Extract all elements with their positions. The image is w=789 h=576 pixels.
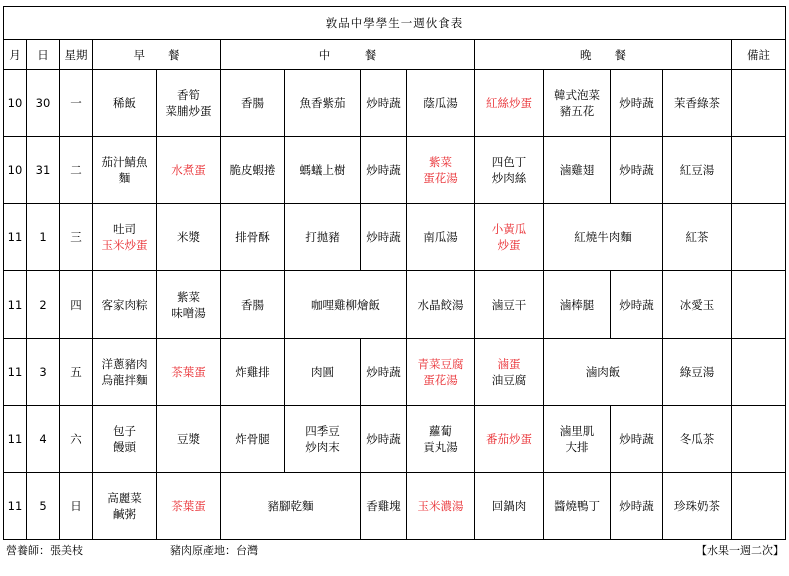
lunch-item-text: 炒時蔬 (366, 163, 401, 178)
breakfast-item (93, 204, 157, 271)
row-day: 4 (27, 405, 60, 472)
lunch-item (361, 137, 407, 204)
dinner-item (475, 70, 544, 137)
row-month: 11 (4, 338, 27, 405)
lunch-item (221, 204, 285, 271)
dinner-item (475, 472, 544, 539)
dinner-item (544, 338, 663, 405)
dinner-item (544, 204, 663, 271)
dinner-item (663, 338, 732, 405)
breakfast-item-text: 香筍 菜脯炒蛋 (165, 88, 212, 119)
remark-cell (732, 338, 786, 405)
lunch-item (221, 271, 285, 338)
header-breakfast: 早 餐 (93, 40, 221, 70)
dinner-item-text: 滷蛋 (497, 356, 521, 371)
header-lunch: 中 餐 (221, 40, 475, 70)
lunch-item (285, 204, 361, 271)
row-day: 3 (27, 338, 60, 405)
menu-row (4, 405, 786, 472)
row-month: 10 (4, 137, 27, 204)
breakfast-item-text: 高麗菜 鹹粥 (107, 490, 142, 521)
remark-cell (732, 271, 786, 338)
breakfast-item-text: 豆漿 (177, 431, 200, 446)
weekly-menu-table (3, 6, 786, 540)
dinner-item-text: 綠豆湯 (679, 364, 715, 379)
dinner-item-text: 珍珠奶茶 (674, 498, 720, 513)
dinner-item (475, 271, 544, 338)
breakfast-item (157, 338, 221, 405)
row-weekday: 四 (60, 271, 93, 338)
pork-origin-label: 豬肉原產地：台灣 (170, 544, 258, 557)
lunch-item (407, 405, 475, 472)
menu-row (4, 472, 786, 539)
dietitian-label: 營養師：張美枝 (6, 544, 83, 557)
menu-row (4, 204, 786, 271)
fruit-note: 【水果一週二次】 (696, 544, 784, 557)
breakfast-item-text: 茶葉蛋 (171, 364, 206, 379)
lunch-item (221, 70, 285, 137)
remark-cell (732, 70, 786, 137)
row-weekday: 二 (60, 137, 93, 204)
header-row (4, 40, 786, 70)
dinner-item-text: 滷里肌 大排 (559, 423, 595, 454)
breakfast-item (157, 204, 221, 271)
page-title: 敦品中學學生一週伙食表 (4, 7, 786, 40)
lunch-item (285, 137, 361, 204)
lunch-item-text: 蘿蔔 貢丸湯 (423, 423, 458, 454)
menu-row (4, 70, 786, 137)
breakfast-item (93, 405, 157, 472)
dinner-item-text: 紅茶 (685, 230, 709, 245)
row-day: 5 (27, 472, 60, 539)
lunch-item-text: 排骨酥 (235, 230, 270, 245)
lunch-item (361, 338, 407, 405)
dinner-item (663, 271, 732, 338)
row-month: 11 (4, 204, 27, 271)
header-dinner: 晚 餐 (475, 40, 732, 70)
dinner-item-text: 番茄炒蛋 (486, 431, 532, 446)
breakfast-item-text: 包子 饅頭 (113, 423, 136, 454)
lunch-item-text: 南瓜湯 (423, 230, 458, 245)
lunch-item (407, 204, 475, 271)
row-day: 31 (27, 137, 60, 204)
dinner-item-text: 醬燒鴨丁 (554, 498, 600, 513)
lunch-item (407, 70, 475, 137)
remark-cell (732, 137, 786, 204)
row-weekday: 三 (60, 204, 93, 271)
dinner-item-text: 炒時蔬 (619, 163, 654, 178)
breakfast-item (93, 338, 157, 405)
menu-row (4, 338, 786, 405)
lunch-item (285, 338, 361, 405)
lunch-item (407, 271, 475, 338)
breakfast-item-text: 米漿 (177, 230, 200, 245)
lunch-item (285, 271, 407, 338)
footer (4, 542, 786, 560)
remark-cell (732, 472, 786, 539)
lunch-item-text: 炸骨腿 (235, 431, 270, 446)
breakfast-item (93, 271, 157, 338)
lunch-item (407, 472, 475, 539)
lunch-item (221, 137, 285, 204)
row-month: 11 (4, 271, 27, 338)
dinner-item-text: 滷雞翅 (559, 163, 595, 178)
dinner-item (544, 70, 611, 137)
dinner-item-text: 冰愛玉 (679, 297, 715, 312)
dinner-item (663, 405, 732, 472)
dinner-item (544, 137, 611, 204)
dinner-item-extra-text: 油豆腐 (491, 372, 527, 387)
menu-row (4, 137, 786, 204)
lunch-item-text: 炸雞排 (235, 364, 270, 379)
dinner-item (663, 70, 732, 137)
dinner-item-text: 滷棒腿 (559, 297, 595, 312)
dinner-item-text: 紅燒牛肉麵 (574, 230, 632, 245)
breakfast-item (157, 472, 221, 539)
dinner-item (611, 271, 663, 338)
lunch-item-text: 炒時蔬 (366, 431, 401, 446)
lunch-item-text: 香腸 (241, 96, 264, 111)
dinner-item (544, 472, 611, 539)
breakfast-item (93, 70, 157, 137)
lunch-item-text: 四季豆 炒肉末 (305, 423, 340, 454)
lunch-item (221, 472, 361, 539)
breakfast-item (93, 472, 157, 539)
lunch-item (361, 204, 407, 271)
lunch-item (285, 405, 361, 472)
dinner-item (475, 405, 544, 472)
lunch-item-text: 玉米濃湯 (417, 498, 464, 513)
dinner-item (544, 405, 611, 472)
lunch-item-text: 香腸 (241, 297, 264, 312)
lunch-item-text: 蔭瓜湯 (423, 96, 458, 111)
dinner-item-text: 紅絲炒蛋 (486, 96, 532, 111)
dinner-item-text: 冬瓜茶 (679, 431, 715, 446)
row-month: 11 (4, 472, 27, 539)
breakfast-item-text: 水煮蛋 (171, 163, 206, 178)
lunch-item-text: 炒時蔬 (366, 230, 401, 245)
lunch-item-text: 魚香紫茄 (299, 96, 346, 111)
lunch-item (361, 405, 407, 472)
remark-cell (732, 405, 786, 472)
row-weekday: 一 (60, 70, 93, 137)
dinner-item-text: 炒時蔬 (619, 498, 654, 513)
menu-body (4, 70, 786, 540)
dinner-item-text: 滷肉飯 (585, 364, 621, 379)
row-weekday: 五 (60, 338, 93, 405)
breakfast-item-text: 洋蔥豬肉 烏龍拌麵 (101, 356, 148, 387)
lunch-item-text: 炒時蔬 (366, 364, 401, 379)
row-day: 2 (27, 271, 60, 338)
lunch-item (407, 137, 475, 204)
breakfast-item-text: 客家肉粽 (101, 297, 148, 312)
dinner-item (663, 472, 732, 539)
lunch-item (221, 405, 285, 472)
lunch-item-text: 打拋豬 (305, 230, 340, 245)
remark-cell (732, 204, 786, 271)
dinner-item-text: 炒時蔬 (619, 297, 654, 312)
dinner-item (611, 405, 663, 472)
dinner-item (611, 137, 663, 204)
dinner-item-text: 炒時蔬 (619, 96, 654, 111)
title-row (4, 7, 786, 40)
breakfast-item-extra-text: 玉米炒蛋 (101, 238, 148, 253)
row-day: 30 (27, 70, 60, 137)
dinner-item (475, 204, 544, 271)
breakfast-item-text: 茶葉蛋 (171, 498, 206, 513)
dinner-item (611, 70, 663, 137)
breakfast-item-text: 紫菜 味噌湯 (171, 289, 206, 320)
lunch-item (285, 70, 361, 137)
dinner-item-text: 滷豆干 (491, 297, 527, 312)
row-day: 1 (27, 204, 60, 271)
dinner-item (611, 472, 663, 539)
dinner-item-text: 回鍋肉 (491, 498, 527, 513)
breakfast-item (157, 271, 221, 338)
lunch-item-text: 水晶餃湯 (417, 297, 464, 312)
row-month: 11 (4, 405, 27, 472)
row-weekday: 日 (60, 472, 93, 539)
dinner-item-text: 炒時蔬 (619, 431, 654, 446)
lunch-item-text: 肉圓 (311, 364, 334, 379)
dinner-item-text: 茉香綠茶 (674, 96, 720, 111)
menu-row (4, 271, 786, 338)
dinner-item-text: 韓式泡菜 豬五花 (554, 88, 600, 119)
lunch-item-text: 青菜豆腐 蛋花湯 (417, 356, 464, 387)
breakfast-item (157, 405, 221, 472)
header-day: 日 (27, 40, 60, 70)
dinner-item-text: 四色丁 炒肉絲 (491, 155, 527, 186)
lunch-item-text: 脆皮蝦捲 (229, 163, 276, 178)
dinner-item (544, 271, 611, 338)
dinner-item (475, 137, 544, 204)
lunch-item-text: 豬腳乾麵 (267, 498, 314, 513)
breakfast-item (157, 70, 221, 137)
row-month: 10 (4, 70, 27, 137)
header-month: 月 (4, 40, 27, 70)
row-weekday: 六 (60, 405, 93, 472)
lunch-item-text: 螞蟻上樹 (299, 163, 346, 178)
lunch-item (361, 70, 407, 137)
lunch-item (407, 338, 475, 405)
lunch-item (221, 338, 285, 405)
breakfast-item-text: 吐司 (113, 222, 136, 237)
breakfast-item-text: 稀飯 (113, 96, 136, 111)
lunch-item-text: 炒時蔬 (366, 96, 401, 111)
dinner-item-text: 小黃瓜 炒蛋 (491, 222, 527, 253)
header-remark: 備註 (732, 40, 786, 70)
dinner-item (475, 338, 544, 405)
breakfast-item (93, 137, 157, 204)
lunch-item-text: 紫菜 蛋花湯 (423, 155, 458, 186)
dinner-item (663, 204, 732, 271)
dinner-item-text: 紅豆湯 (679, 163, 715, 178)
breakfast-item-text: 茄汁鯖魚 麵 (101, 155, 148, 186)
dinner-item (663, 137, 732, 204)
lunch-item-text: 香雞塊 (366, 498, 401, 513)
lunch-item (361, 472, 407, 539)
breakfast-item (157, 137, 221, 204)
lunch-item-text: 咖哩雞柳燴飯 (311, 297, 380, 312)
header-weekday: 星期 (60, 40, 93, 70)
